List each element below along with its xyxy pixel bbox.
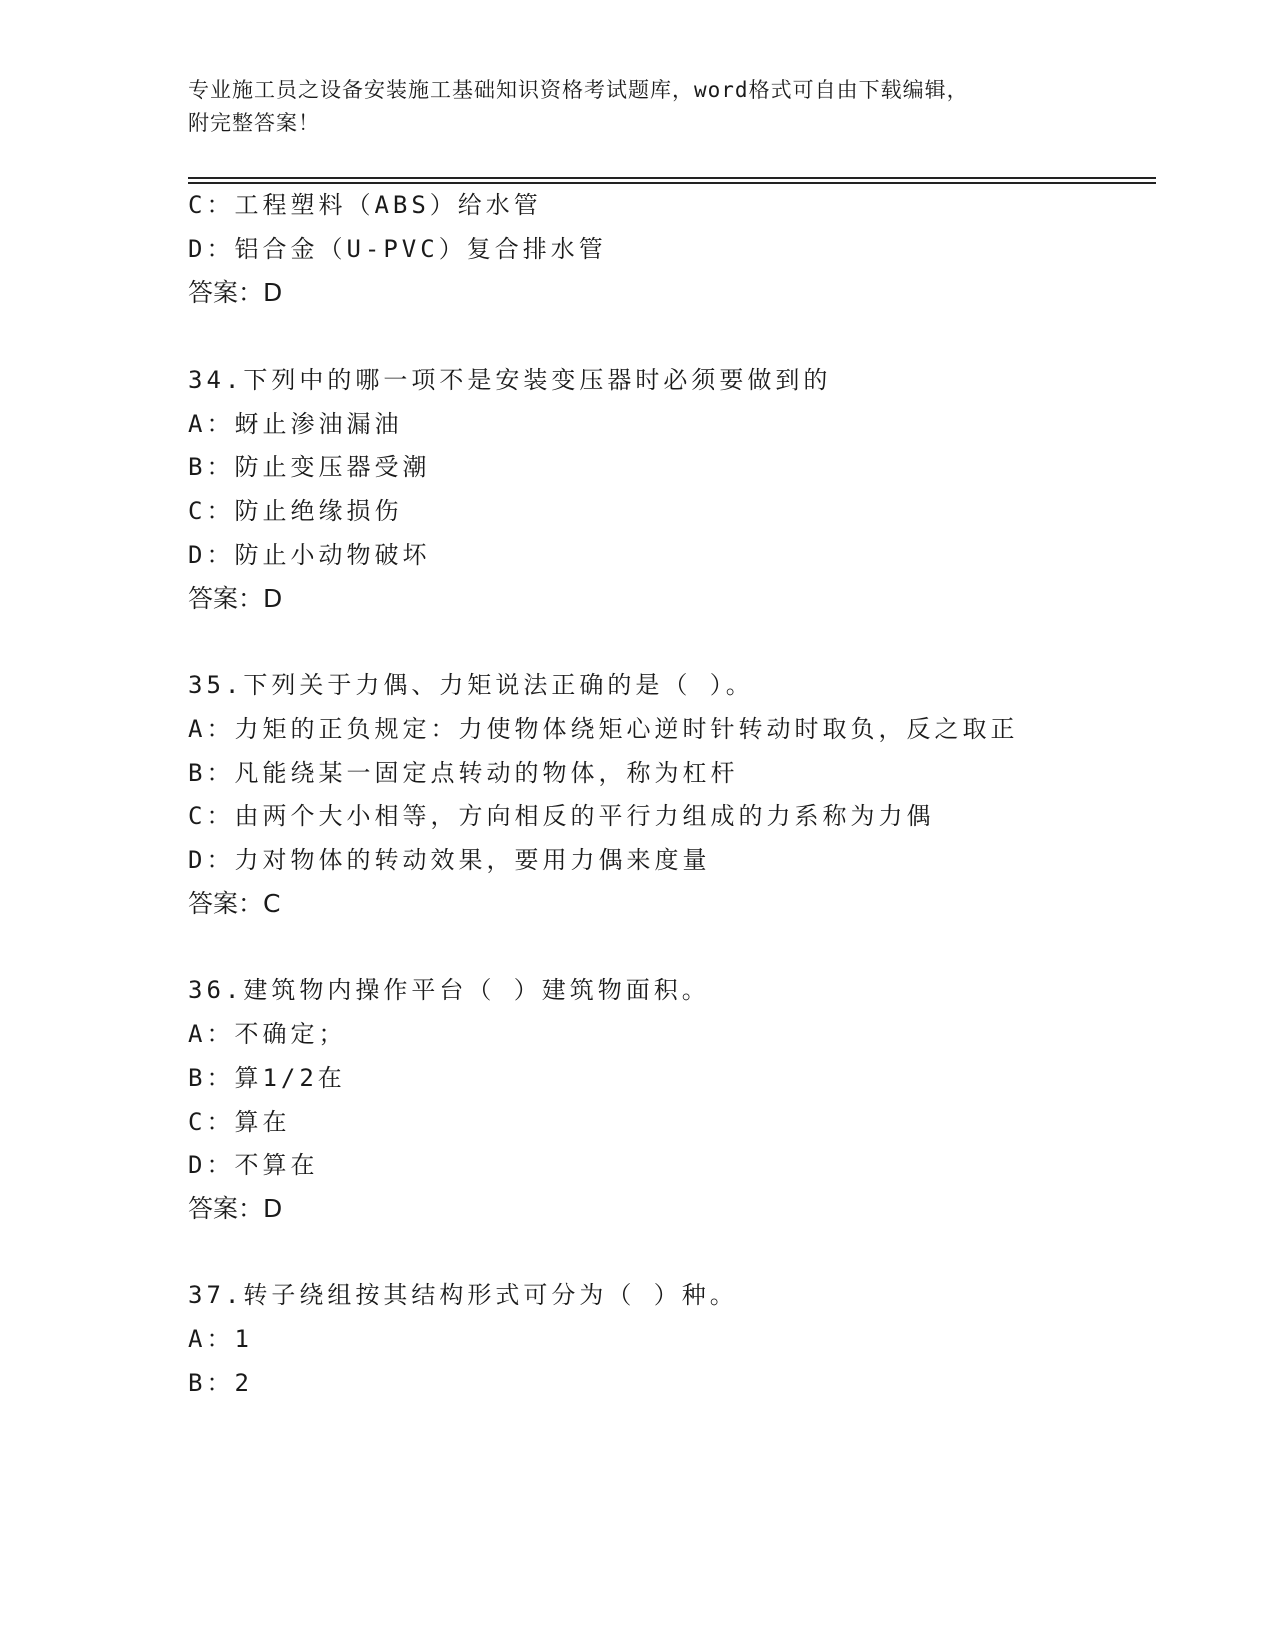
header-line-1: 专业施工员之设备安装施工基础知识资格考试题库，word格式可自由下载编辑， xyxy=(188,78,969,102)
prev-answer: 答案：D xyxy=(188,278,283,307)
header-divider-top xyxy=(188,177,1156,179)
question-35-option-a: A：力矩的正负规定：力使物体绕矩心逆时针转动时取负，反之取正 xyxy=(188,715,1019,743)
question-34-answer: 答案：D xyxy=(188,584,283,613)
prev-option-c: C：工程塑料（ABS）给水管 xyxy=(188,191,542,219)
prev-option-d: D：铝合金（U-PVC）复合排水管 xyxy=(188,235,607,263)
question-35-stem: 35.下列关于力偶、力矩说法正确的是（ ）。 xyxy=(188,671,754,699)
question-36-stem: 36.建筑物内操作平台（ ）建筑物面积。 xyxy=(188,976,710,1004)
question-35-option-d: D：力对物体的转动效果，要用力偶来度量 xyxy=(188,846,711,874)
question-37-option-b: B：2 xyxy=(188,1369,253,1397)
question-36-option-c: C：算在 xyxy=(188,1108,291,1136)
question-36-option-d: D：不算在 xyxy=(188,1151,319,1179)
question-37-option-a: A：1 xyxy=(188,1325,253,1353)
question-35-option-b: B：凡能绕某一固定点转动的物体，称为杠杆 xyxy=(188,759,739,787)
question-34-option-c: C：防止绝缘损伤 xyxy=(188,497,403,525)
question-36-option-a: A：不确定； xyxy=(188,1020,347,1048)
question-35-answer: 答案：C xyxy=(188,889,281,918)
document-header xyxy=(188,74,1068,140)
question-34-stem: 34.下列中的哪一项不是安装变压器时必须要做到的 xyxy=(188,366,832,394)
question-34-option-b: B：防止变压器受潮 xyxy=(188,453,431,481)
header-divider-bottom xyxy=(188,182,1156,184)
question-34-option-d: D：防止小动物破坏 xyxy=(188,541,431,569)
question-34-option-a: A：蚜止渗油漏油 xyxy=(188,410,403,438)
question-36-answer: 答案：D xyxy=(188,1194,283,1223)
question-35-option-c: C：由两个大小相等，方向相反的平行力组成的力系称为力偶 xyxy=(188,802,935,830)
question-37-stem: 37.转子绕组按其结构形式可分为（ ）种。 xyxy=(188,1281,738,1309)
header-line-2: 附完整答案！ xyxy=(188,111,320,135)
question-36-option-b: B：算1/2在 xyxy=(188,1064,346,1092)
